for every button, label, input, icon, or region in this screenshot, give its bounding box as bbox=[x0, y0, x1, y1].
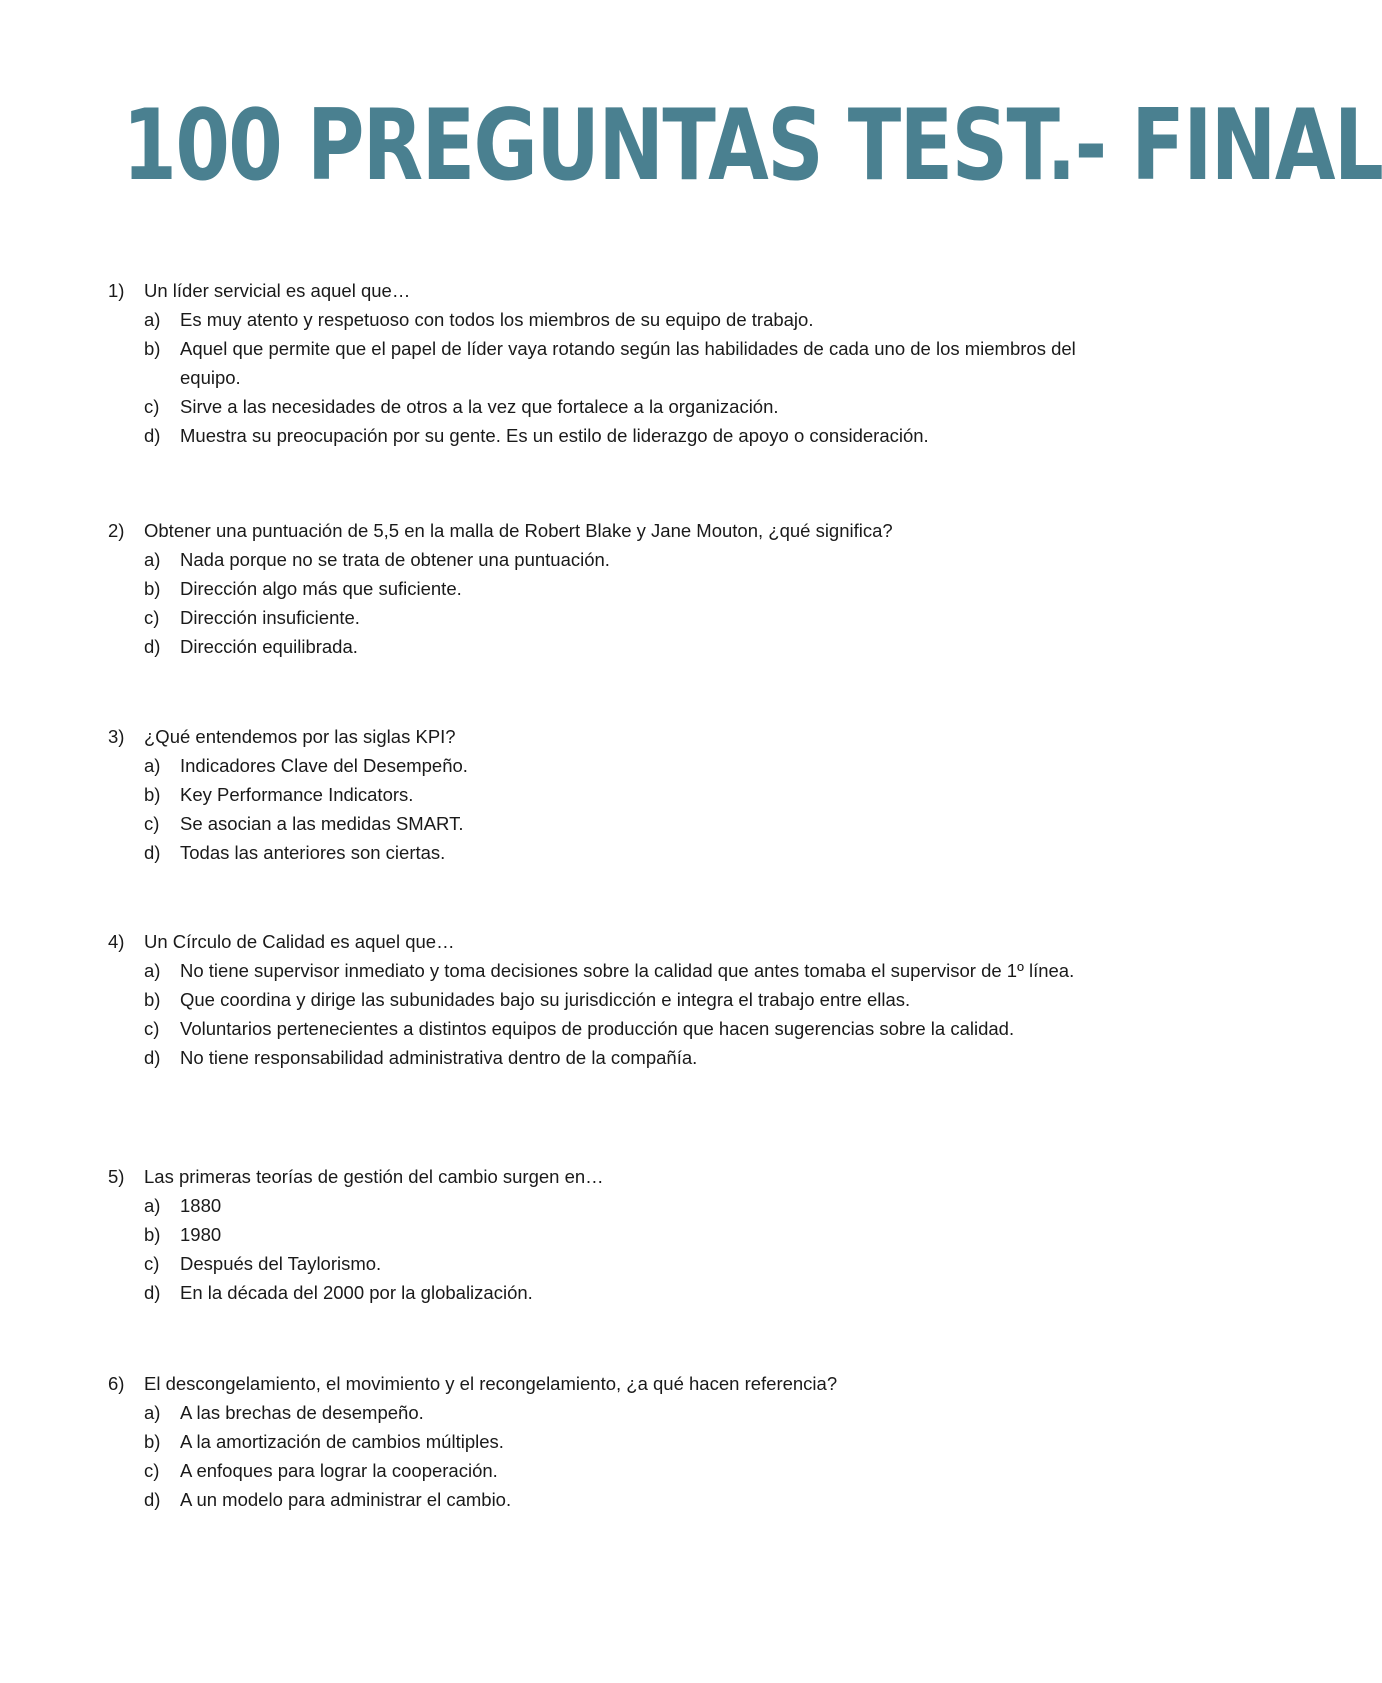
option-text: Todas las anteriores son ciertas. bbox=[180, 842, 446, 863]
question-2 bbox=[0, 516, 1190, 661]
option-a[interactable] bbox=[0, 305, 1190, 334]
option-text: Key Performance Indicators. bbox=[180, 784, 414, 805]
option-text: Se asocian a las medidas SMART. bbox=[180, 813, 464, 834]
question-number: 2) bbox=[108, 520, 125, 541]
option-letter: d) bbox=[144, 636, 161, 657]
option-letter: c) bbox=[144, 607, 160, 628]
option-text: Es muy atento y respetuoso con todos los miembros de su equipo de trabajo. bbox=[180, 309, 814, 330]
question-text: Un Círculo de Calidad es aquel que… bbox=[144, 931, 455, 952]
option-text: Dirección equilibrada. bbox=[180, 636, 358, 657]
option-text: Dirección algo más que suficiente. bbox=[180, 578, 462, 599]
option-letter: b) bbox=[144, 784, 161, 805]
option-text: No tiene supervisor inmediato y toma decisiones sobre la calidad que antes tomaba el supervisor de 1º línea. bbox=[180, 960, 1075, 981]
option-text: Aquel que permite que el papel de líder vaya rotando según las habilidades de cada uno de los miembros del equipo. bbox=[180, 338, 1076, 388]
option-text: A enfoques para lograr la cooperación. bbox=[180, 1460, 498, 1481]
option-letter: c) bbox=[144, 1253, 160, 1274]
option-c[interactable] bbox=[0, 809, 1190, 838]
option-b[interactable] bbox=[0, 574, 1190, 603]
option-text: Indicadores Clave del Desempeño. bbox=[180, 755, 468, 776]
option-d[interactable] bbox=[0, 1278, 1190, 1307]
question-stem bbox=[0, 722, 1190, 751]
option-text: Voluntarios pertenecientes a distintos equipos de producción que hacen sugerencias sobre la calidad. bbox=[180, 1018, 1015, 1039]
option-letter: a) bbox=[144, 1402, 161, 1423]
option-letter: c) bbox=[144, 1460, 160, 1481]
options-list bbox=[0, 751, 1190, 867]
option-c[interactable] bbox=[0, 1249, 1190, 1278]
option-text: 1980 bbox=[180, 1224, 222, 1245]
option-letter: c) bbox=[144, 813, 160, 834]
option-letter: a) bbox=[144, 960, 161, 981]
option-text: 1880 bbox=[180, 1195, 222, 1216]
question-1 bbox=[0, 276, 1190, 450]
option-a[interactable] bbox=[0, 1191, 1190, 1220]
option-c[interactable] bbox=[0, 1456, 1190, 1485]
option-a[interactable] bbox=[0, 545, 1190, 574]
option-letter: d) bbox=[144, 425, 161, 446]
option-b[interactable] bbox=[0, 1220, 1190, 1249]
option-text: A un modelo para administrar el cambio. bbox=[180, 1489, 512, 1510]
option-d[interactable] bbox=[0, 632, 1190, 661]
question-text: ¿Qué entendemos por las siglas KPI? bbox=[144, 726, 456, 747]
question-text: Obtener una puntuación de 5,5 en la malla de Robert Blake y Jane Mouton, ¿qué significa? bbox=[144, 520, 893, 541]
question-number: 4) bbox=[108, 931, 125, 952]
question-text: Un líder servicial es aquel que… bbox=[144, 280, 411, 301]
option-letter: a) bbox=[144, 755, 161, 776]
option-a[interactable] bbox=[0, 1398, 1190, 1427]
option-text: A la amortización de cambios múltiples. bbox=[180, 1431, 504, 1452]
option-letter: c) bbox=[144, 1018, 160, 1039]
option-text: Muestra su preocupación por su gente. Es un estilo de liderazgo de apoyo o consideración. bbox=[180, 425, 929, 446]
option-text: Nada porque no se trata de obtener una puntuación. bbox=[180, 549, 610, 570]
question-stem bbox=[0, 1162, 1190, 1191]
option-d[interactable] bbox=[0, 1043, 1190, 1072]
option-text: En la década del 2000 por la globalización. bbox=[180, 1282, 533, 1303]
option-b[interactable] bbox=[0, 780, 1190, 809]
options-list bbox=[0, 545, 1190, 661]
option-letter: b) bbox=[144, 578, 161, 599]
option-letter: b) bbox=[144, 1224, 161, 1245]
option-b[interactable] bbox=[0, 985, 1190, 1014]
option-letter: d) bbox=[144, 1282, 161, 1303]
option-c[interactable] bbox=[0, 603, 1190, 632]
option-letter: b) bbox=[144, 1431, 161, 1452]
option-text: Sirve a las necesidades de otros a la vez que fortalece a la organización. bbox=[180, 396, 779, 417]
question-3 bbox=[0, 722, 1190, 867]
option-text: Dirección insuficiente. bbox=[180, 607, 360, 628]
options-list bbox=[0, 305, 1190, 450]
question-stem bbox=[0, 516, 1190, 545]
options-list bbox=[0, 1191, 1190, 1307]
option-d[interactable] bbox=[0, 421, 1190, 450]
option-text: Después del Taylorismo. bbox=[180, 1253, 382, 1274]
question-text: Las primeras teorías de gestión del cambio surgen en… bbox=[144, 1166, 604, 1187]
option-letter: d) bbox=[144, 1489, 161, 1510]
question-4 bbox=[0, 927, 1190, 1072]
options-list bbox=[0, 1398, 1190, 1514]
question-number: 6) bbox=[108, 1373, 125, 1394]
option-letter: d) bbox=[144, 842, 161, 863]
option-d[interactable] bbox=[0, 1485, 1190, 1514]
question-stem bbox=[0, 276, 1190, 305]
option-text: A las brechas de desempeño. bbox=[180, 1402, 424, 1423]
question-number: 1) bbox=[108, 280, 125, 301]
option-text: No tiene responsabilidad administrativa dentro de la compañía. bbox=[180, 1047, 698, 1068]
question-stem bbox=[0, 1369, 1190, 1398]
option-a[interactable] bbox=[0, 956, 1190, 985]
option-letter: a) bbox=[144, 309, 161, 330]
option-letter: c) bbox=[144, 396, 160, 417]
option-letter: b) bbox=[144, 338, 161, 359]
option-b[interactable] bbox=[0, 334, 1190, 392]
question-number: 3) bbox=[108, 726, 125, 747]
option-b[interactable] bbox=[0, 1427, 1190, 1456]
option-letter: a) bbox=[144, 549, 161, 570]
option-letter: d) bbox=[144, 1047, 161, 1068]
question-5 bbox=[0, 1162, 1190, 1307]
options-list bbox=[0, 956, 1190, 1072]
option-c[interactable] bbox=[0, 392, 1190, 421]
option-text: Que coordina y dirige las subunidades bajo su jurisdicción e integra el trabajo entre ellas. bbox=[180, 989, 911, 1010]
option-a[interactable] bbox=[0, 751, 1190, 780]
question-text: El descongelamiento, el movimiento y el recongelamiento, ¿a qué hacen referencia? bbox=[144, 1373, 838, 1394]
option-d[interactable] bbox=[0, 838, 1190, 867]
option-c[interactable] bbox=[0, 1014, 1190, 1043]
option-letter: a) bbox=[144, 1195, 161, 1216]
question-stem bbox=[0, 927, 1190, 956]
option-letter: b) bbox=[144, 989, 161, 1010]
question-number: 5) bbox=[108, 1166, 125, 1187]
question-6 bbox=[0, 1369, 1190, 1514]
page-title: 100 PREGUNTAS TEST.- FINAL bbox=[122, 89, 1382, 203]
